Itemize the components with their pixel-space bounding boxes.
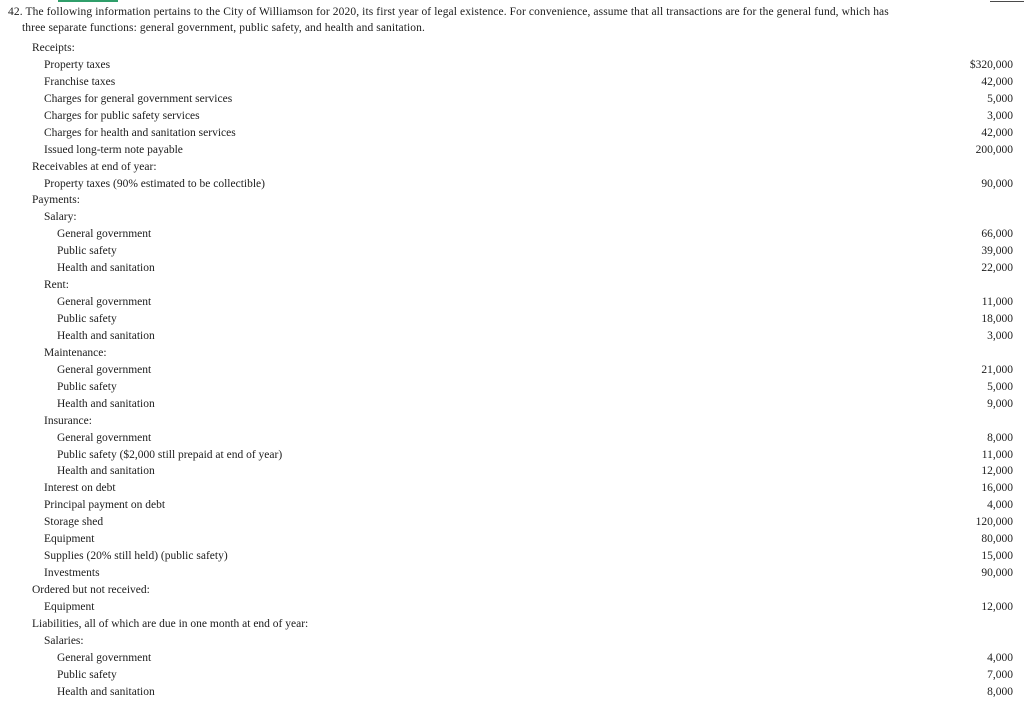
line-item-amount: 5,000 xyxy=(987,92,1013,105)
line-item xyxy=(0,125,1024,142)
group-header xyxy=(0,277,1024,294)
group-header xyxy=(0,209,1024,226)
line-item xyxy=(0,447,1024,464)
line-item xyxy=(0,91,1024,108)
line-item-amount: 21,000 xyxy=(981,363,1013,376)
line-item-label: Health and sanitation xyxy=(57,685,155,698)
section-header-label: Receivables at end of year: xyxy=(32,160,157,173)
group-header-label: Salary: xyxy=(44,211,77,224)
line-item-amount: 15,000 xyxy=(981,550,1013,563)
line-item-label: Issued long-term note payable xyxy=(44,143,183,156)
section-header xyxy=(0,159,1024,176)
line-item-amount: 80,000 xyxy=(981,533,1013,546)
line-item xyxy=(0,108,1024,125)
line-item xyxy=(0,497,1024,514)
line-item xyxy=(0,480,1024,497)
line-item-label: Supplies (20% still held) (public safety) xyxy=(44,550,228,563)
line-item xyxy=(0,294,1024,311)
line-item xyxy=(0,548,1024,565)
line-item-amount: 3,000 xyxy=(987,329,1013,342)
section-header-label: Receipts: xyxy=(32,42,75,54)
line-item-label: Storage shed xyxy=(44,516,104,529)
line-item-amount: 90,000 xyxy=(981,177,1013,190)
group-header-label: Maintenance: xyxy=(44,346,107,359)
line-item xyxy=(0,260,1024,277)
group-header-label: Insurance: xyxy=(44,414,92,427)
line-item-amount: 8,000 xyxy=(987,431,1013,444)
line-item-label: Health and sanitation xyxy=(57,465,155,478)
line-item-amount: 4,000 xyxy=(987,651,1013,664)
line-item xyxy=(0,328,1024,345)
line-item xyxy=(0,667,1024,684)
problem-statement xyxy=(8,4,968,36)
line-item-amount: 120,000 xyxy=(975,516,1013,529)
group-header-label: Salaries: xyxy=(44,634,84,647)
top-accent-bar xyxy=(58,0,118,2)
line-item-label: Public safety xyxy=(57,668,117,681)
section-header xyxy=(0,40,1024,57)
group-header xyxy=(0,413,1024,430)
line-item xyxy=(0,565,1024,582)
section-header-label: Payments: xyxy=(32,194,80,207)
line-item-label: Public safety xyxy=(57,380,117,393)
line-item xyxy=(0,362,1024,379)
section-header xyxy=(0,616,1024,633)
line-item-label: Principal payment on debt xyxy=(44,499,166,512)
line-item-label: Health and sanitation xyxy=(57,329,155,342)
line-item-amount: 5,000 xyxy=(987,380,1013,393)
group-header-label: Rent: xyxy=(44,279,69,292)
line-item xyxy=(0,142,1024,159)
line-item xyxy=(0,57,1024,74)
line-item xyxy=(0,430,1024,447)
line-item-amount: 16,000 xyxy=(981,482,1013,495)
line-item-amount: 66,000 xyxy=(981,228,1013,241)
line-item xyxy=(0,531,1024,548)
line-item-amount: 22,000 xyxy=(981,262,1013,275)
top-right-rule xyxy=(990,1,1024,2)
line-item-amount: 4,000 xyxy=(987,499,1013,512)
line-item-label: General government xyxy=(57,431,152,444)
line-item xyxy=(0,379,1024,396)
line-item-label: Interest on debt xyxy=(44,482,116,495)
line-item xyxy=(0,243,1024,260)
line-item-amount: 42,000 xyxy=(981,75,1013,88)
line-item-label: Equipment xyxy=(44,533,95,546)
line-item-label: Franchise taxes xyxy=(44,75,116,88)
line-item-amount: 18,000 xyxy=(981,313,1013,325)
line-item-amount: 90,000 xyxy=(981,567,1013,580)
line-item-amount: 39,000 xyxy=(981,245,1013,258)
line-item-label: General government xyxy=(57,363,152,376)
group-header xyxy=(0,345,1024,362)
transaction-list xyxy=(0,40,1024,701)
problem-text-line-1: The following information pertains to the City of Williamson for 2020, its first year of legal existence. For convenience, assume that all transactions are for the general fund, which has xyxy=(25,6,889,18)
line-item-amount: 11,000 xyxy=(981,448,1013,461)
section-header-label: Liabilities, all of which are due in one month at end of year: xyxy=(32,617,309,630)
line-item-label: General government xyxy=(57,296,152,309)
line-item-amount: 42,000 xyxy=(981,126,1013,139)
line-item xyxy=(0,311,1024,328)
line-item-label: Health and sanitation xyxy=(57,262,155,275)
line-item xyxy=(0,176,1024,193)
line-item-label: General government xyxy=(57,651,152,664)
line-item-amount: 3,000 xyxy=(987,109,1013,122)
section-header xyxy=(0,582,1024,599)
line-item-label: Public safety ($2,000 still prepaid at end of year) xyxy=(57,448,283,461)
line-item-label: Charges for health and sanitation services xyxy=(44,126,236,139)
line-item-label: Investments xyxy=(44,567,100,580)
line-item-amount: 8,000 xyxy=(987,685,1013,698)
line-item-label: Public safety xyxy=(57,313,117,325)
line-item-amount: 11,000 xyxy=(981,296,1013,309)
line-item xyxy=(0,599,1024,616)
line-item-label: Health and sanitation xyxy=(57,397,155,410)
line-item-amount: 12,000 xyxy=(981,465,1013,478)
line-item-amount: 9,000 xyxy=(987,397,1013,410)
line-item-label: Charges for general government services xyxy=(44,92,233,105)
line-item xyxy=(0,396,1024,413)
group-header xyxy=(0,633,1024,650)
line-item-label: Public safety xyxy=(57,245,117,258)
line-item-amount: 12,000 xyxy=(981,600,1013,613)
problem-text-line-2: three separate functions: general government, public safety, and health and sanitation. xyxy=(22,22,425,34)
line-item xyxy=(0,514,1024,531)
line-item xyxy=(0,74,1024,91)
line-item xyxy=(0,226,1024,243)
line-item-label: General government xyxy=(57,228,152,241)
line-item-label: Charges for public safety services xyxy=(44,109,200,122)
line-item-label: Property taxes (90% estimated to be collectible) xyxy=(44,177,265,190)
line-item xyxy=(0,684,1024,701)
section-header xyxy=(0,192,1024,209)
line-item-label: Property taxes xyxy=(44,58,111,71)
line-item-amount: 200,000 xyxy=(975,143,1013,156)
problem-number: 42. xyxy=(8,6,23,18)
section-header-label: Ordered but not received: xyxy=(32,584,150,596)
line-item-label: Equipment xyxy=(44,600,95,613)
line-item-amount: 7,000 xyxy=(987,668,1013,681)
line-item xyxy=(0,463,1024,480)
line-item-amount: $320,000 xyxy=(969,58,1013,71)
line-item xyxy=(0,650,1024,667)
